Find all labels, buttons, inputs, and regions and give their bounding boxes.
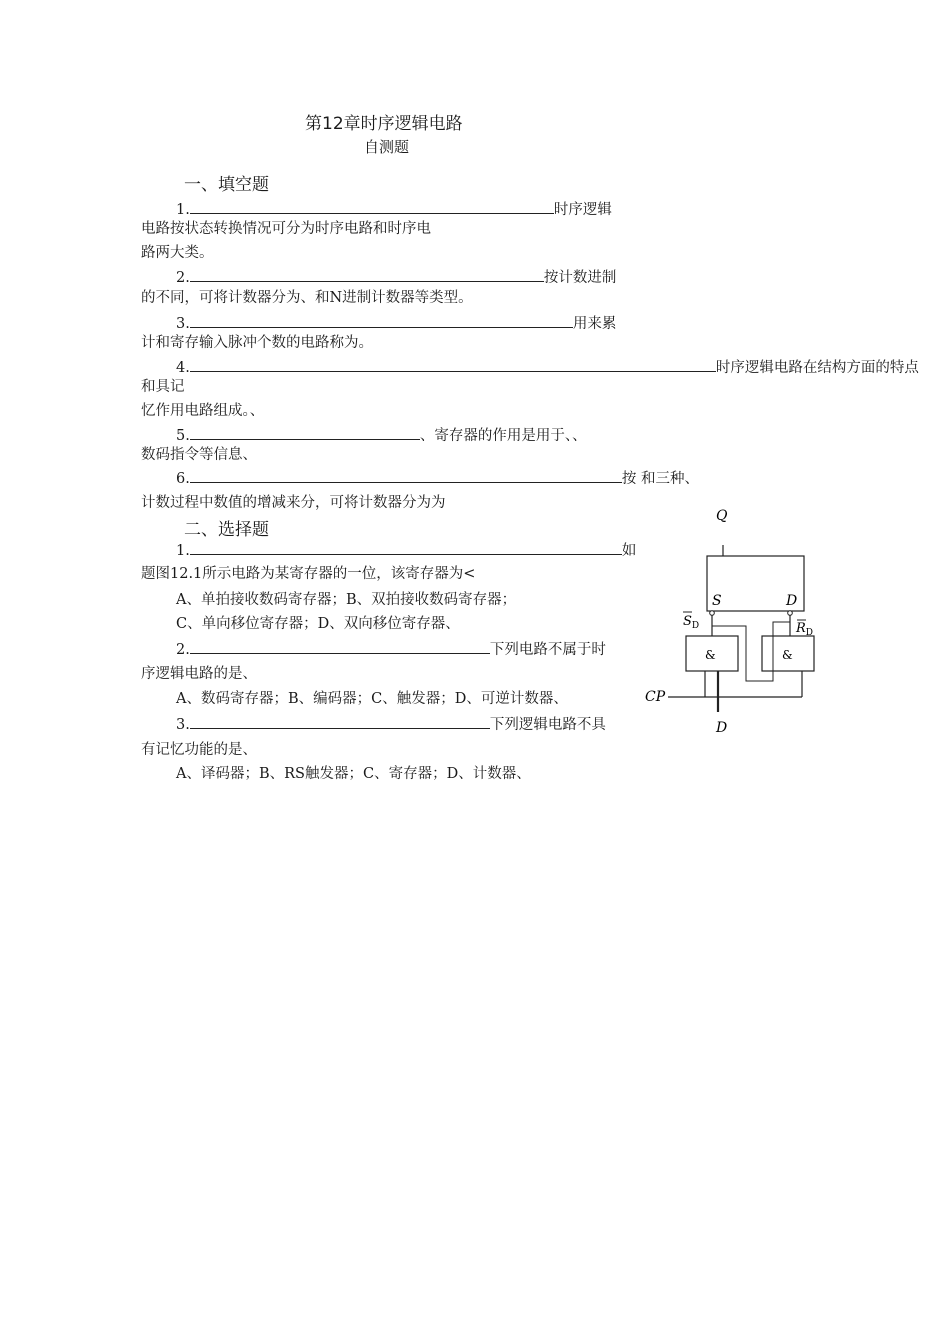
answer-blank: [190, 313, 573, 328]
answer-blank: [190, 468, 622, 483]
answer-blank: [190, 639, 490, 654]
d-input-label: D: [716, 720, 728, 736]
rd-label: $R_D$: [796, 621, 814, 638]
register-circuit-figure: [640, 505, 820, 740]
question-text: 按 和三种、: [621, 471, 699, 487]
fill-question-2: [176, 267, 616, 288]
question-text-line: 的不同，可将计数器分为、和N进制计数器等类型。: [141, 290, 473, 306]
question-number: 6.: [176, 471, 190, 487]
choice-question-3: [176, 714, 606, 735]
rd-inversion-bubble: [788, 611, 793, 616]
flip-flop-s-label: S: [712, 593, 722, 609]
fill-question-5: [176, 425, 587, 446]
question-number: 3.: [176, 717, 190, 733]
choice-question-1: [176, 540, 636, 561]
question-text: 如: [621, 543, 637, 559]
feedback-wire: [712, 622, 790, 681]
fill-question-6: [176, 468, 699, 489]
question-number: 2.: [176, 270, 190, 286]
question-number: 5.: [176, 428, 190, 444]
question-text-line: 题图12.1所示电路为某寄存器的一位，该寄存器为<: [141, 566, 476, 582]
question-text-line: 电路按状态转换情况可分为时序电路和时序电: [141, 221, 431, 237]
section-choice-heading: 二、选择题: [184, 520, 269, 540]
question-text: 时序逻辑: [553, 202, 612, 218]
question-text-line: 有记忆功能的是、: [141, 742, 257, 758]
fill-question-3: [176, 313, 616, 334]
answer-blank: [190, 267, 544, 282]
question-text: 下列逻辑电路不具: [489, 717, 606, 733]
answer-blank: [190, 714, 490, 729]
page-subtitle: 自测题: [364, 138, 410, 156]
question-number: 3.: [176, 316, 190, 332]
flip-flop-d-label: D: [786, 593, 798, 609]
choice-question-2: [176, 639, 606, 660]
page-title: 第12章时序逻辑电路: [305, 114, 463, 134]
question-text: 用来累: [572, 316, 617, 332]
choice-options: A、译码器；B、RS触发器；C、寄存器；D、计数器、: [176, 766, 531, 782]
question-text-line: 序逻辑电路的是、: [141, 666, 257, 682]
choice-options: C、单向移位寄存器；D、双向移位寄存器、: [176, 616, 460, 632]
question-text-line: 和具记: [141, 379, 185, 395]
q-output-label: Q: [716, 508, 728, 524]
and-gate-right-symbol: &: [782, 648, 793, 662]
question-text-line: 忆作用电路组成。、: [141, 403, 265, 419]
question-text: 按计数进制: [543, 270, 617, 286]
answer-blank: [190, 425, 420, 440]
choice-options: A、数码寄存器；B、编码器；C、触发器；D、可逆计数器、: [176, 691, 568, 707]
answer-blank: [190, 540, 622, 555]
question-number: 1.: [176, 543, 190, 559]
question-number: 2.: [176, 642, 190, 658]
question-text-line: 路两大类。: [141, 245, 214, 261]
question-text: 下列电路不属于时: [489, 642, 606, 658]
section-fill-in-heading: 一、填空题: [184, 175, 269, 195]
question-text: 时序逻辑电路在结构方面的特点: [715, 360, 919, 376]
question-text-line: 计和寄存输入脉冲个数的电路称为。: [141, 335, 373, 351]
question-number: 1.: [176, 202, 190, 218]
answer-blank: [190, 199, 554, 214]
choice-options: A、单拍接收数码寄存器；B、双拍接收数码寄存器；: [176, 592, 517, 608]
question-text-line: 计数过程中数值的增减来分，可将计数器分为为: [141, 495, 446, 511]
sd-inversion-bubble: [710, 611, 715, 616]
answer-blank: [190, 357, 716, 372]
and-gate-left-symbol: &: [705, 648, 716, 662]
cp-label: CP: [645, 689, 666, 705]
question-text: 、寄存器的作用是用于、、: [419, 428, 587, 444]
question-text-line: 数码指令等信息、: [141, 447, 257, 463]
question-number: 4.: [176, 360, 190, 376]
fill-question-1: [176, 199, 612, 220]
fill-question-4: [176, 357, 919, 378]
sd-label: $S_D$: [683, 614, 700, 631]
